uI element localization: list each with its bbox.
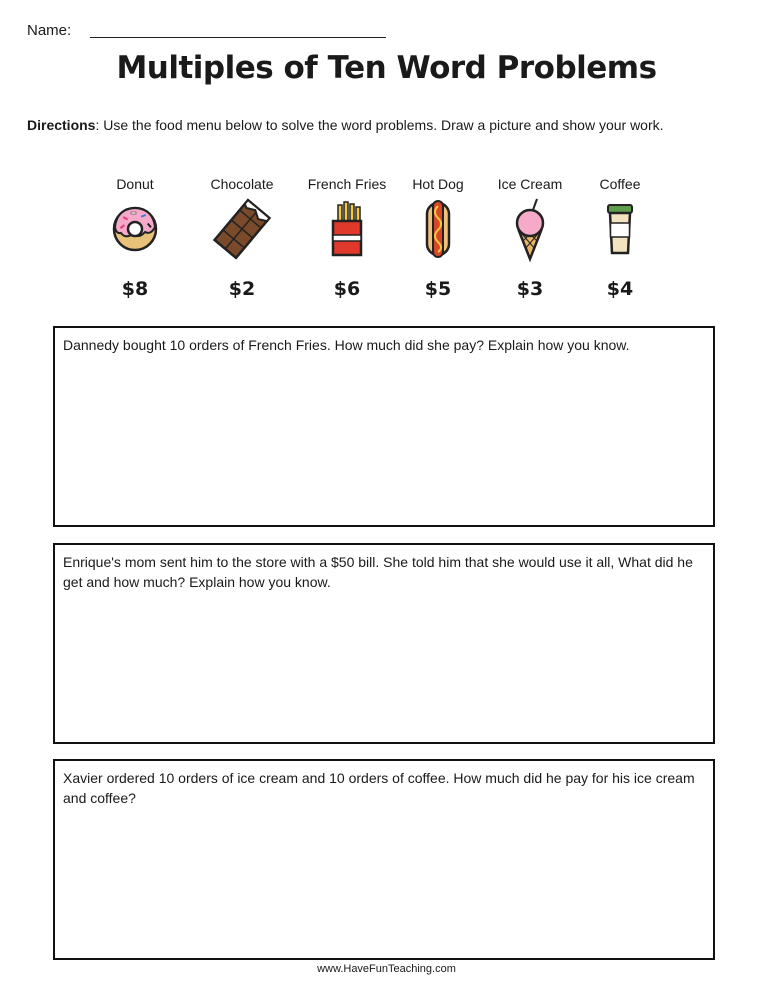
coffee-cup-icon — [590, 197, 650, 267]
menu-item-label: Coffee — [599, 176, 641, 192]
ice-cream-cone-icon — [500, 197, 560, 267]
problem-box-1[interactable] — [53, 326, 715, 527]
menu-item-coffee — [565, 175, 675, 300]
problem-box-2[interactable] — [53, 543, 715, 744]
menu-item-label: French Fries — [307, 176, 387, 192]
directions-label: Directions — [27, 117, 96, 133]
problem-text: Xavier ordered 10 orders of ice cream and 10 orders of coffee. How much did he pay for his ice cream and coffee? — [63, 770, 695, 806]
problem-text: Dannedy bought 10 orders of French Fries. How much did she pay? Explain how you know. — [63, 337, 630, 353]
menu-item-label: Hot Dog — [412, 176, 464, 192]
menu-item-donut — [80, 175, 190, 300]
menu-item-price: $6 — [333, 278, 361, 300]
chocolate-bar-icon — [212, 197, 272, 267]
directions — [27, 117, 664, 133]
menu-item-price: $5 — [424, 278, 452, 300]
problem-box-3[interactable] — [53, 759, 715, 960]
menu-item-price: $8 — [121, 278, 149, 300]
menu-item-label: Donut — [116, 176, 154, 192]
donut-icon — [105, 197, 165, 267]
footer-url: www.HaveFunTeaching.com — [317, 963, 456, 975]
page-title: Multiples of Ten Word Problems — [116, 50, 657, 86]
menu-item-price: $2 — [228, 278, 256, 300]
hot-dog-icon — [408, 197, 468, 267]
name-line[interactable] — [90, 37, 386, 38]
menu-item-price: $4 — [606, 278, 634, 300]
menu-item-chocolate — [187, 175, 297, 300]
menu-item-label: Ice Cream — [497, 176, 563, 192]
problem-text: Enrique's mom sent him to the store with a $50 bill. She told him that she would use it all, What did he get and how much? Explain how you know. — [63, 554, 693, 590]
menu-item-price: $3 — [516, 278, 544, 300]
french-fries-icon — [317, 197, 377, 267]
name-label: Name: — [27, 22, 72, 39]
directions-text: : Use the food menu below to solve the word problems. Draw a picture and show your work. — [95, 117, 664, 133]
menu-item-label: Chocolate — [210, 176, 274, 192]
